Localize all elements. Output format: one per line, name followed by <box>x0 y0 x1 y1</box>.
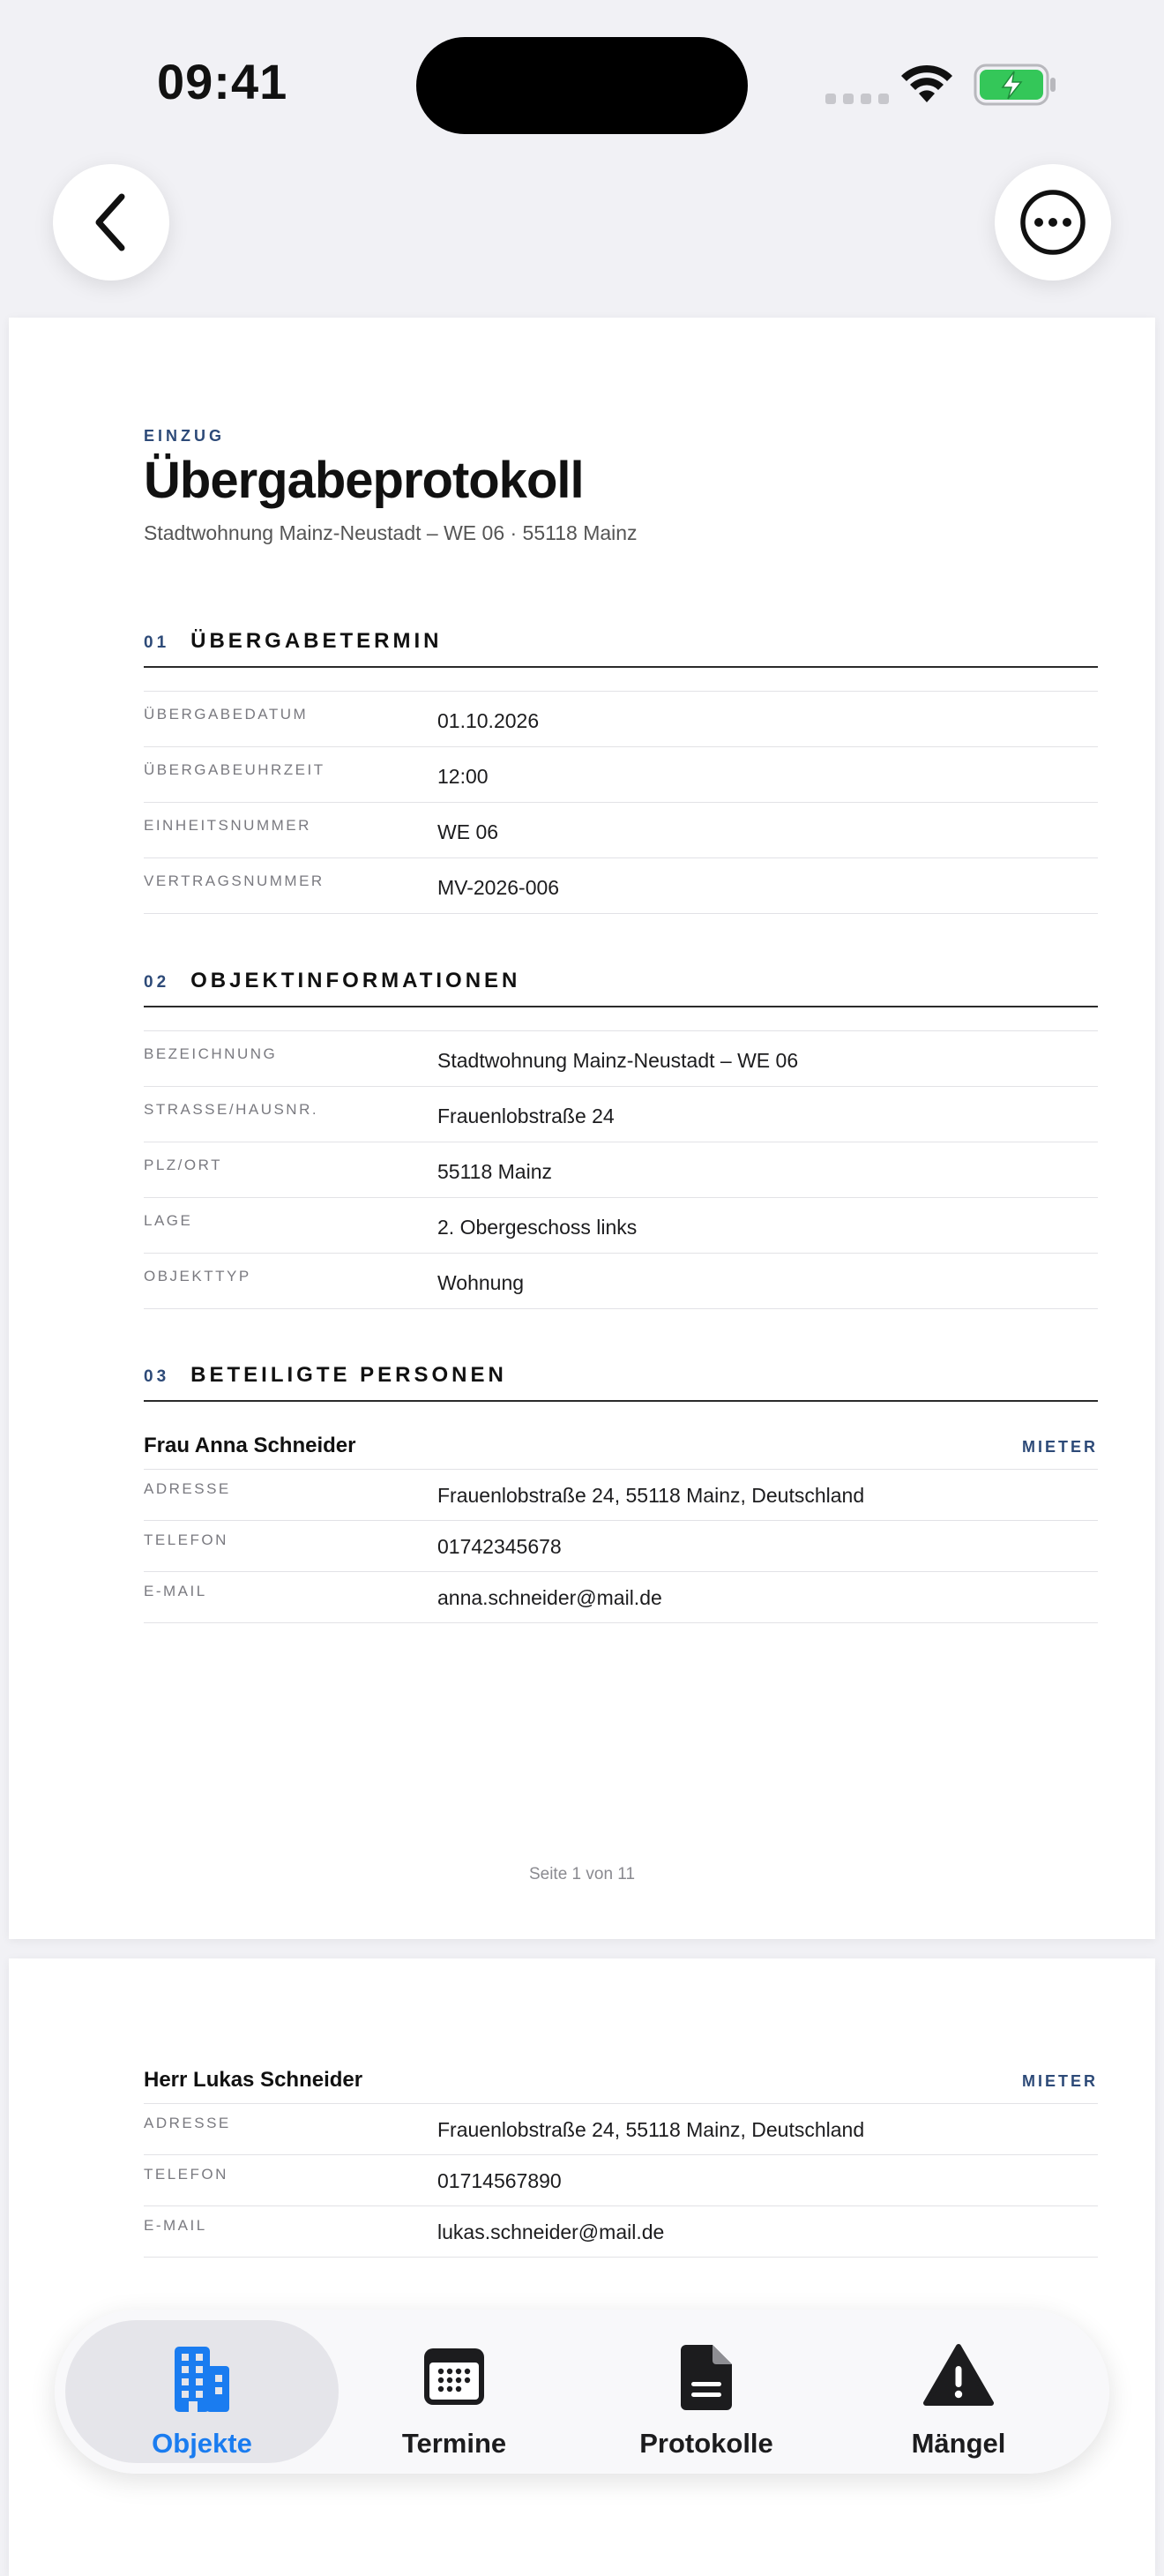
field-label: ADRESSE <box>144 1480 231 1497</box>
field-row <box>144 1142 1098 1198</box>
field-value: Frauenlobstraße 24 <box>437 1105 615 1127</box>
section-number: 02 <box>144 973 170 992</box>
document-page-2 <box>9 1958 1155 2576</box>
field-label: TELEFON <box>144 1531 228 1548</box>
section-number: 01 <box>144 633 170 652</box>
document-type-label: EINZUG <box>144 427 226 445</box>
warning-icon <box>923 2343 994 2407</box>
field-label: E-MAIL <box>144 2217 207 2234</box>
field-label: ÜBERGABEDATUM <box>144 706 309 723</box>
section-title: ÜBERGABETERMIN <box>190 629 443 653</box>
more-options-button[interactable] <box>995 164 1111 281</box>
field-row <box>144 803 1098 858</box>
field-value: 55118 Mainz <box>437 1160 552 1183</box>
tab-bar <box>55 2310 1109 2474</box>
person-role-badge: MIETER <box>1021 1438 1098 1456</box>
field-value: 12:00 <box>437 765 489 788</box>
field-label: STRASSE/HAUSNR. <box>144 1101 319 1118</box>
field-value: Stadtwohnung Mainz-Neustadt – WE 06 <box>437 1049 799 1072</box>
field-value: lukas.schneider@mail.de <box>437 2220 665 2243</box>
document-icon <box>679 2343 734 2412</box>
field-row <box>144 1521 1098 1572</box>
status-bar <box>0 0 1164 168</box>
person-card <box>144 1434 1098 1623</box>
section-header <box>144 629 1098 668</box>
field-list <box>144 1030 1098 1309</box>
field-row <box>144 1470 1098 1521</box>
field-row <box>144 747 1098 803</box>
section-title: OBJEKTINFORMATIONEN <box>190 969 521 992</box>
field-label: E-MAIL <box>144 1583 207 1599</box>
field-label: OBJEKTTYP <box>144 1268 251 1284</box>
field-row <box>144 1087 1098 1142</box>
field-value: Frauenlobstraße 24, 55118 Mainz, Deutschland <box>437 1484 865 1507</box>
field-value: WE 06 <box>437 820 499 843</box>
field-label: ADRESSE <box>144 2115 231 2131</box>
field-row <box>144 1572 1098 1623</box>
section-title: BETEILIGTE PERSONEN <box>190 1363 507 1387</box>
field-row <box>144 2206 1098 2258</box>
cellular-signal-icon <box>825 94 889 104</box>
field-label: VERTRAGSNUMMER <box>144 872 325 889</box>
wifi-icon <box>899 64 954 104</box>
back-button[interactable] <box>53 164 169 281</box>
section-number: 03 <box>144 1367 170 1386</box>
person-name: Frau Anna Schneider <box>144 1434 356 1457</box>
status-time: 09:41 <box>157 54 288 109</box>
field-value: 01714567890 <box>437 2169 562 2192</box>
field-label: EINHEITSNUMMER <box>144 817 311 834</box>
tab-label: Termine <box>401 2428 507 2459</box>
section-objektinformationen <box>144 969 1098 1309</box>
document-title: Übergabeprotokoll <box>144 452 584 509</box>
field-row <box>144 2155 1098 2206</box>
tab-maengel[interactable] <box>822 2320 1095 2463</box>
section-uebergabetermin <box>144 629 1098 914</box>
document-page-1 <box>9 318 1155 1939</box>
tab-termine[interactable] <box>317 2320 591 2463</box>
tab-label: Objekte <box>152 2428 252 2459</box>
field-label: TELEFON <box>144 2166 228 2183</box>
field-value: anna.schneider@mail.de <box>437 1586 662 1609</box>
person-header <box>144 1434 1098 1470</box>
chevron-left-icon <box>90 191 132 253</box>
tab-label: Protokolle <box>639 2428 773 2459</box>
document-header <box>144 427 1098 545</box>
field-value: Wohnung <box>437 1271 525 1294</box>
section-header <box>144 1363 1098 1402</box>
field-value: 2. Obergeschoss links <box>437 1216 638 1239</box>
field-value: 01.10.2026 <box>437 709 540 732</box>
field-row <box>144 1198 1098 1254</box>
tab-protokolle[interactable] <box>570 2320 843 2463</box>
calendar-icon <box>422 2343 487 2408</box>
field-row <box>144 1031 1098 1087</box>
field-label: PLZ/ORT <box>144 1157 222 1173</box>
field-row <box>144 1254 1098 1309</box>
document-subtitle: Stadtwohnung Mainz-Neustadt – WE 06 · 55118 Mainz <box>144 520 638 544</box>
section-header <box>144 969 1098 1007</box>
person-role-badge: MIETER <box>1021 2072 1098 2090</box>
field-label: BEZEICHNUNG <box>144 1045 278 1062</box>
person-card <box>144 2068 1098 2258</box>
field-list <box>144 691 1098 914</box>
person-header <box>144 2068 1098 2104</box>
field-value: MV-2026-006 <box>437 876 560 899</box>
field-label: ÜBERGABEUHRZEIT <box>144 761 325 778</box>
page-number: Seite 1 von 11 <box>528 1865 636 1883</box>
field-row <box>144 692 1098 747</box>
field-value: 01742345678 <box>437 1535 562 1558</box>
battery-charging-icon <box>974 64 1058 106</box>
section-beteiligte-personen <box>144 1363 1098 1623</box>
ellipsis-circle-icon <box>1018 187 1088 258</box>
dynamic-island <box>416 37 748 134</box>
tab-objekte[interactable] <box>65 2320 339 2463</box>
field-label: LAGE <box>144 1212 193 1229</box>
field-row <box>144 858 1098 914</box>
building-icon <box>171 2343 233 2414</box>
person-name: Herr Lukas Schneider <box>144 2068 363 2092</box>
field-row <box>144 2104 1098 2155</box>
field-value: Frauenlobstraße 24, 55118 Mainz, Deutschland <box>437 2118 865 2141</box>
tab-label: Mängel <box>911 2428 1006 2459</box>
